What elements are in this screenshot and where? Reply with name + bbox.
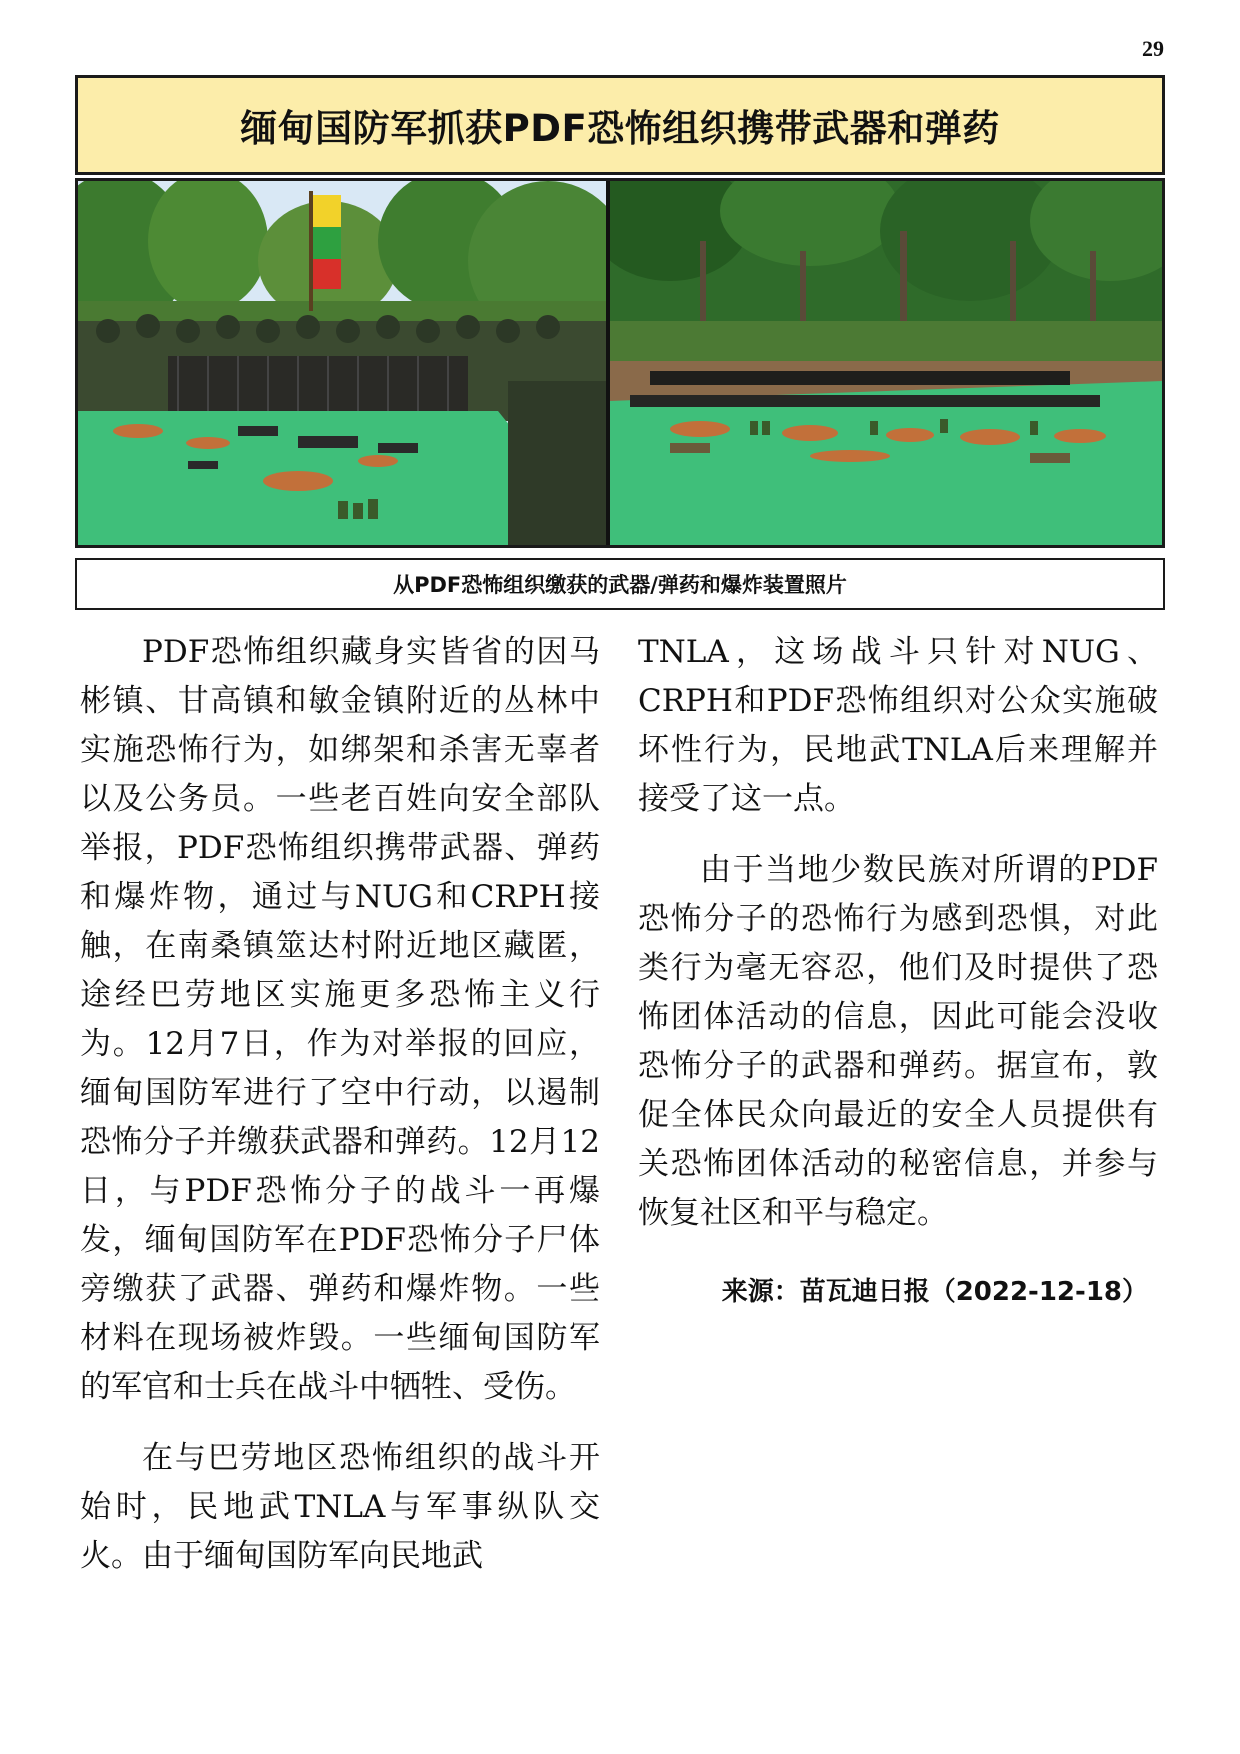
photo-strip: [75, 178, 1165, 548]
article-title: 缅甸国防军抓获PDF恐怖组织携带武器和弹药: [240, 107, 1000, 150]
photo-caption: 从PDF恐怖组织缴获的武器/弹药和爆炸装置照片: [393, 573, 847, 597]
weapons-photo-illustration: [610, 181, 1162, 545]
soldiers-photo-illustration: [78, 181, 606, 545]
paragraph: 在与巴劳地区恐怖组织的战斗开始时，民地武TNLA与军事纵队交火。由于缅甸国防军向民地武: [80, 1440, 600, 1574]
title-banner: [75, 75, 1165, 175]
paragraph-continued: TNLA，这场战斗只针对NUG、CRPH和PDF恐怖组织对公众实施破坏性行为，民地武TNLA后来理解并接受了这一点。: [638, 634, 1158, 817]
paragraph: 由于当地少数民族对所谓的PDF恐怖分子的恐怖行为感到恐惧，对此类行为毫无容忍，他们及时提供了恐怖团体活动的信息，因此可能会没收恐怖分子的武器和弹药。据宣布，敦促全体民众向最近的安全人员提供有关恐怖团体活动的秘密信息，并参与恢复社区和平与稳定。: [638, 852, 1158, 1231]
page-number: 29: [1142, 36, 1164, 61]
paragraph: PDF恐怖组织藏身实皆省的因马彬镇、甘高镇和敏金镇附近的丛林中实施恐怖行为，如绑架和杀害无辜者以及公务员。一些老百姓向安全部队举报，PDF恐怖组织携带武器、弹药和爆炸物，通过与NUG和CRPH接触，在南桑镇筮达村附近地区藏匿，途经巴劳地区实施更多恐怖主义行为。12月7日，作为对举报的回应，缅甸国防军进行了空中行动，以遏制恐怖分子并缴获武器和弹药。12月12日，与PDF恐怖分子的战斗一再爆发，缅甸国防军在PDF恐怖分子尸体旁缴获了武器、弹药和爆炸物。一些材料在现场被炸毁。一些缅甸国防军的军官和士兵在战斗中牺牲、受伤。: [80, 634, 600, 1405]
photo-soldiers-with-flag: [78, 181, 610, 545]
article-column-left: [80, 628, 600, 1603]
photo-caption-box: [75, 558, 1165, 610]
article-column-right: [638, 628, 1158, 1317]
source-credit: 来源：苗瓦迪日报（2022-12-18）: [721, 1277, 1148, 1307]
photo-seized-weapons-on-tarp: [610, 181, 1162, 545]
